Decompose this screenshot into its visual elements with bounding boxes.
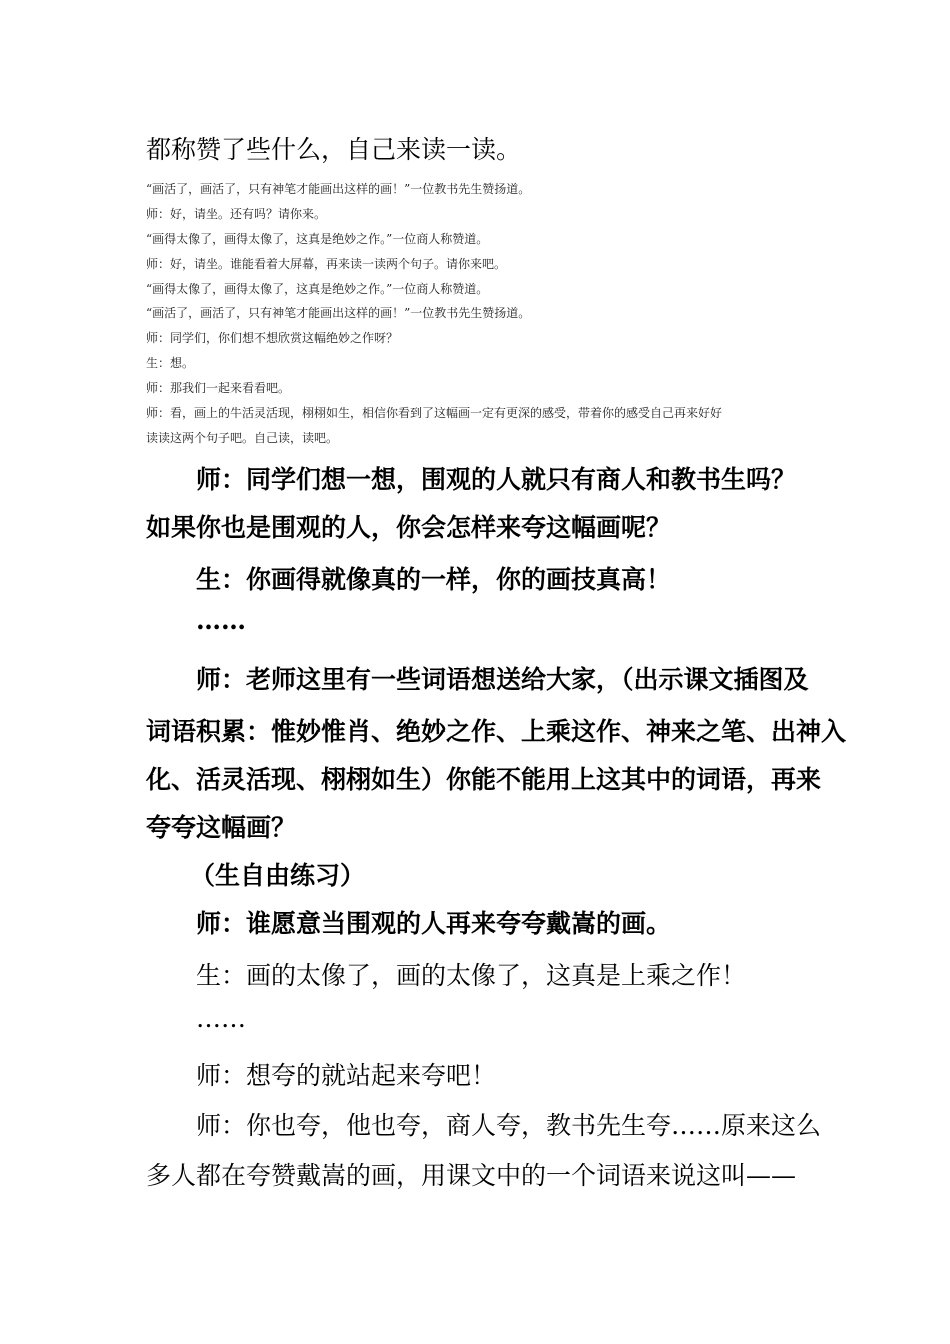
ellipsis-line: …… — [196, 606, 246, 635]
teacher-line: 师：老师这里有一些词语想送给大家，（出示课文插图及 — [196, 665, 809, 694]
transcript-line: 师：同学们，你们想不想欣赏这幅绝妙之作呀？ — [146, 331, 399, 345]
teacher-line: 师：想夸的就站起来夸吧！ — [196, 1061, 497, 1090]
transcript-line: 师：好，请坐。还有吗？请你来。 — [146, 207, 327, 221]
transcript-line: 师：那我们一起来看看吧。 — [146, 381, 291, 395]
transcript-line: 读读这两个句子吧。自己读，读吧。 — [146, 431, 339, 445]
teacher-line: 夸夸这幅画？ — [146, 813, 297, 842]
transcript-line: “画得太像了，画得太像了，这真是绝妙之作。”一位商人称赞道。 — [146, 232, 489, 246]
teacher-line: 师：你也夸，他也夸，商人夸，教书先生夸……原来这么 — [196, 1111, 822, 1140]
activity-line: （生自由练习） — [190, 861, 366, 890]
teacher-line: 词语积累：惟妙惟肖、绝妙之作、上乘这作、神来之笔、出神入 — [146, 717, 847, 746]
transcript-line: 师：看，画上的牛活灵活现，栩栩如生，相信你看到了这幅画一定有更深的感受，带着你的感受自己再来好好 — [146, 406, 723, 420]
student-line: 生：你画得就像真的一样，你的画技真高！ — [196, 565, 672, 594]
transcript-line: “画活了，画活了，只有神笔才能画出这样的画！”一位教书先生赞扬道。 — [146, 306, 531, 320]
teacher-line: 师：谁愿意当围观的人再来夸夸戴嵩的画。 — [196, 909, 672, 938]
transcript-line: “画活了，画活了，只有神笔才能画出这样的画！”一位教书先生赞扬道。 — [146, 182, 531, 196]
ellipsis-line: …… — [196, 1004, 246, 1033]
teacher-line: 化、活灵活现、栩栩如生）你能不能用上这其中的词语，再来 — [146, 765, 822, 794]
transcript-line: 生：想。 — [146, 356, 195, 370]
teacher-line: 多人都在夸赞戴嵩的画，用课文中的一个词语来说这叫—— — [146, 1161, 797, 1190]
teacher-line: 师：同学们想一想，围观的人就只有商人和教书生吗？ — [196, 465, 797, 494]
teacher-line: 如果你也是围观的人，你会怎样来夸这幅画呢？ — [146, 513, 672, 542]
intro-line: 都称赞了些什么，自己来读一读。 — [146, 135, 522, 164]
transcript-line: 师：好，请坐。谁能看着大屏幕，再来读一读两个句子。请你来吧。 — [146, 257, 507, 271]
student-line: 生：画的太像了，画的太像了，这真是上乘之作！ — [196, 961, 747, 990]
transcript-line: “画得太像了，画得太像了，这真是绝妙之作。”一位商人称赞道。 — [146, 282, 489, 296]
